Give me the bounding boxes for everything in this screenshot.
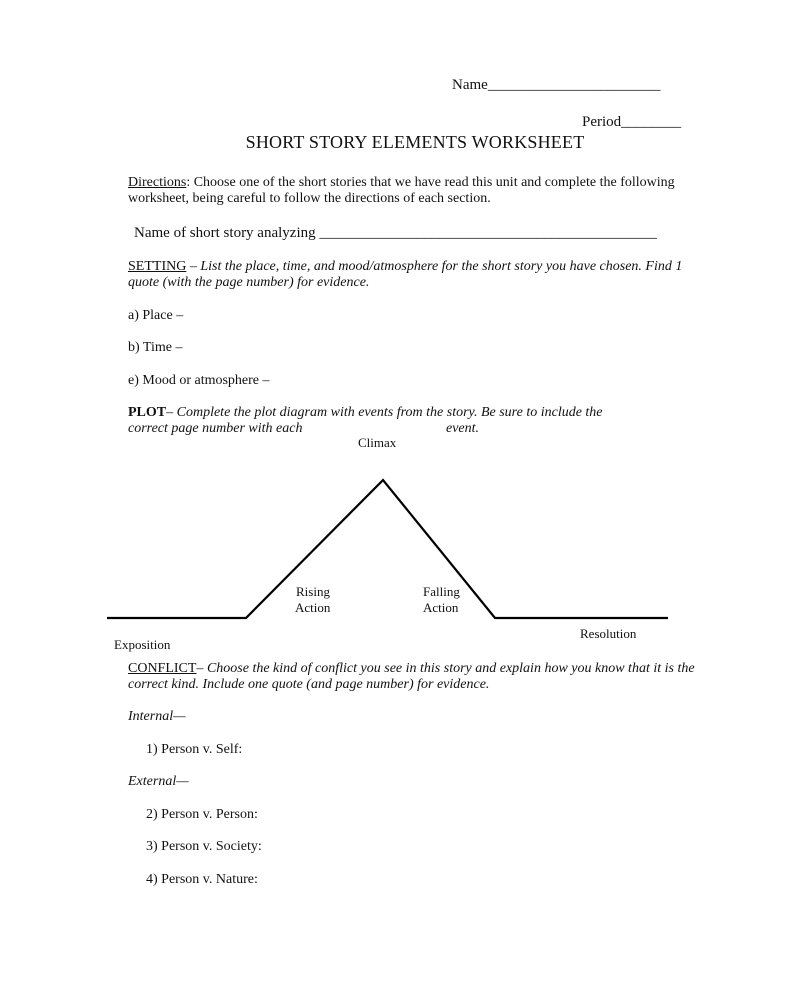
conflict-label: CONFLICT bbox=[128, 661, 197, 676]
conflict-paragraph bbox=[128, 661, 708, 693]
conflict-item-self: 1) Person v. Self: bbox=[146, 742, 243, 757]
worksheet-title: SHORT STORY ELEMENTS WORKSHEET bbox=[245, 132, 585, 152]
resolution-label: Resolution bbox=[580, 626, 637, 641]
falling-label-2: Action bbox=[423, 600, 459, 615]
plot-text-line1: – Complete the plot diagram with events from the story. Be sure to include the bbox=[166, 405, 603, 420]
directions-label: Directions bbox=[128, 175, 187, 190]
rising-label-2: Action bbox=[295, 600, 331, 615]
falling-label-1: Falling bbox=[423, 584, 460, 599]
plot-diagram-line bbox=[107, 480, 668, 618]
directions-text: : Choose one of the short stories that we have read this unit and complete the following worksheet, being careful to follow the directions of each section. bbox=[128, 175, 675, 206]
period-blank[interactable]: ________ bbox=[621, 114, 682, 130]
plot-text-line2b: event. bbox=[446, 421, 480, 436]
conflict-item-person: 2) Person v. Person: bbox=[146, 807, 258, 822]
story-name-label: Name of short story analyzing bbox=[134, 225, 316, 241]
exposition-label: Exposition bbox=[114, 637, 171, 652]
name-label: Name bbox=[452, 77, 488, 93]
story-name-blank[interactable]: _____________________________________________ bbox=[319, 225, 657, 241]
setting-item-place: a) Place – bbox=[128, 308, 184, 323]
setting-text: – List the place, time, and mood/atmosphere for the short story you have chosen. Find 1 quote (with the page number) for evidence. bbox=[128, 259, 683, 290]
conflict-text: – Choose the kind of conflict you see in this story and explain how you know that it is the correct kind. Include one quote (and page number) for evidence. bbox=[128, 661, 695, 692]
name-blank[interactable]: _______________________ bbox=[487, 77, 661, 93]
external-label: External— bbox=[128, 774, 189, 789]
setting-label: SETTING bbox=[128, 259, 187, 274]
rising-label-1: Rising bbox=[296, 584, 330, 599]
plot-text-line2a: correct page number with each bbox=[128, 421, 303, 436]
climax-label: Climax bbox=[358, 435, 397, 450]
setting-item-time: b) Time – bbox=[128, 340, 183, 355]
plot-label: PLOT bbox=[128, 405, 167, 420]
conflict-item-society: 3) Person v. Society: bbox=[146, 839, 262, 854]
period-label: Period bbox=[582, 114, 622, 130]
conflict-item-nature: 4) Person v. Nature: bbox=[146, 872, 258, 887]
setting-item-mood: e) Mood or atmosphere – bbox=[128, 373, 270, 388]
internal-label: Internal— bbox=[128, 709, 186, 724]
